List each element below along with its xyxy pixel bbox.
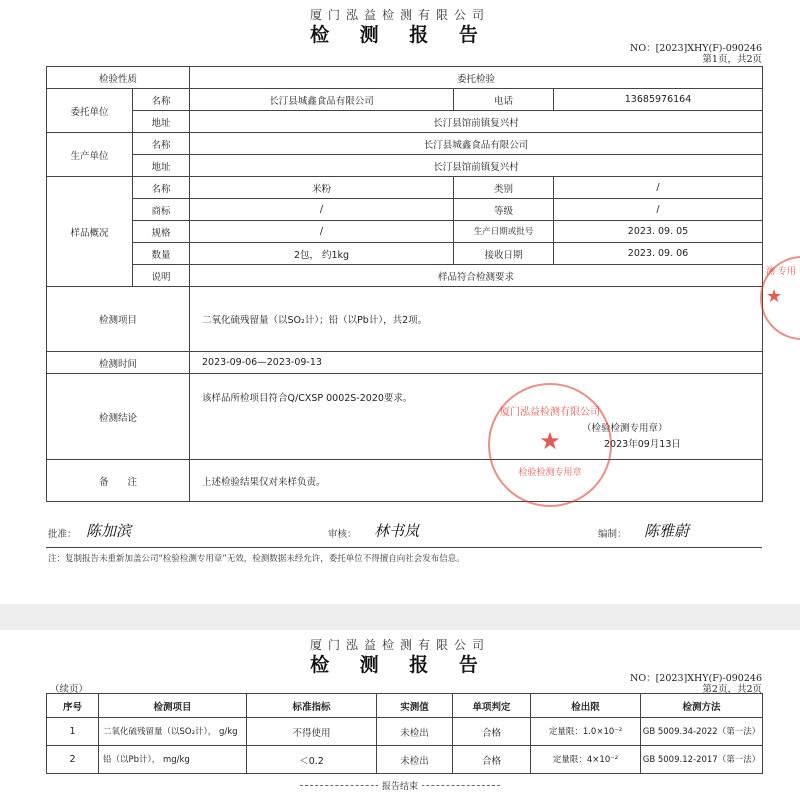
sample-recv: 2023. 09. 06	[554, 243, 763, 265]
client-addr-label: 地址	[133, 111, 190, 133]
sample-prod-date-label: 生产日期或批号	[454, 221, 554, 243]
sample-label: 样品概况	[47, 177, 133, 287]
approve-signature: 陈加滨	[86, 522, 132, 540]
client-phone: 13685976164	[554, 89, 763, 111]
header-std: 标准指标	[247, 694, 377, 718]
sample-trademark: /	[190, 199, 454, 221]
time-text: 2023-09-06—2023-09-13	[190, 352, 763, 374]
conclusion-cell	[190, 374, 763, 460]
producer-name-label: 名称	[133, 133, 190, 155]
sample-note: 样品符合检测要求	[190, 265, 763, 287]
report-number-p2: NO：[2023]XHY(F)-090246	[630, 673, 762, 684]
row-limit: 定量限：4×10⁻²	[531, 746, 641, 774]
inspection-type-label: 检验性质	[47, 67, 190, 89]
report-number: NO：[2023]XHY(F)-090246	[630, 43, 762, 54]
row-method: GB 5009.34-2022（第一法）	[641, 718, 763, 746]
company-name: 厦门泓益检测有限公司	[309, 8, 490, 22]
header-no: 序号	[47, 694, 99, 718]
page-info-p2: 第2页，共2页	[702, 684, 762, 695]
client-phone-label: 电话	[454, 89, 554, 111]
header-method: 检测方法	[641, 694, 763, 718]
client-name: 长汀县城鑫食品有限公司	[190, 89, 454, 111]
row-item: 铅（以Pb计）， mg/kg	[99, 746, 247, 774]
compile-signature: 陈雅蔚	[644, 522, 690, 540]
inspection-type: 委托检验	[190, 67, 763, 89]
review-signature: 林书岚	[374, 522, 420, 540]
report-end: 报告结束	[378, 782, 422, 792]
seal-date: 2023年09月13日	[604, 439, 681, 450]
remark-label: 备 注	[47, 460, 190, 502]
row-item: 二氧化硫残留量（以SO₂计）， g/kg	[99, 718, 247, 746]
items-text: 二氧化硫残留量（以SO₂计）；铅（以Pb计），共2项。	[190, 287, 763, 352]
client-addr: 长汀县馆前镇复兴村	[190, 111, 763, 133]
report-main-table	[46, 66, 763, 502]
table-row	[47, 746, 763, 774]
page-info: 第1页，共2页	[702, 54, 762, 65]
sample-trademark-label: 商标	[133, 199, 190, 221]
review-label: 审核：	[328, 529, 357, 540]
company-stamp	[488, 383, 612, 507]
sample-spec: /	[190, 221, 454, 243]
sample-name-label: 名称	[133, 177, 190, 199]
header-val: 实测值	[377, 694, 453, 718]
producer-addr-label: 地址	[133, 155, 190, 177]
producer-name: 长汀县城鑫食品有限公司	[190, 133, 763, 155]
producer-addr: 长汀县馆前镇复兴村	[190, 155, 763, 177]
producer-label: 生产单位	[47, 133, 133, 177]
row-no: 2	[47, 746, 99, 774]
row-limit: 定量限：1.0×10⁻²	[531, 718, 641, 746]
row-std: ＜0.2	[247, 746, 377, 774]
stamp-bottom-text: 检验检测专用章	[518, 468, 582, 478]
sample-category: /	[554, 177, 763, 199]
sample-name: 米粉	[190, 177, 454, 199]
page-separator	[0, 604, 800, 630]
row-val: 未检出	[377, 718, 453, 746]
time-label: 检测时间	[47, 352, 190, 374]
company-name-p2: 厦门泓益检测有限公司	[309, 638, 490, 652]
sample-grade-label: 等级	[454, 199, 554, 221]
row-judge: 合格	[453, 746, 531, 774]
compile-label: 编制：	[598, 529, 627, 540]
row-val: 未检出	[377, 746, 453, 774]
sample-prod-date: 2023. 09. 05	[554, 221, 763, 243]
remark-text: 上述检验结果仅对来样负责。	[190, 460, 763, 502]
approve-label: 批准：	[48, 529, 77, 540]
report-title: 检 测 报 告	[310, 24, 490, 46]
results-header-row	[47, 694, 763, 718]
row-std: 不得使用	[247, 718, 377, 746]
sample-spec-label: 规格	[133, 221, 190, 243]
sample-grade: /	[554, 199, 763, 221]
side-stamp-text: 测 专用	[766, 267, 796, 277]
sample-recv-label: 接收日期	[454, 243, 554, 265]
report-title-p2: 检 测 报 告	[310, 654, 490, 676]
results-table	[46, 693, 763, 774]
footnote: 注：复制报告未重新加盖公司“检验检测专用章”无效，检测数据未经允许，委托单位不得擅自向社会发布信息。	[48, 554, 465, 564]
items-label: 检测项目	[47, 287, 190, 352]
sample-qty-label: 数量	[133, 243, 190, 265]
sample-qty: 2包， 约1kg	[190, 243, 454, 265]
client-label: 委托单位	[47, 89, 133, 133]
seal-text: （检验检测专用章）	[582, 423, 668, 434]
sample-category-label: 类别	[454, 177, 554, 199]
conclusion-text: 该样品所检项目符合Q/CXSP 0002S-2020要求。	[202, 393, 413, 404]
header-item: 检测项目	[99, 694, 247, 718]
stamp-company-text: 厦门泓益检测有限公司	[500, 407, 600, 418]
side-stamp	[760, 256, 800, 340]
row-method: GB 5009.12-2017（第一法）	[641, 746, 763, 774]
row-judge: 合格	[453, 718, 531, 746]
sample-note-label: 说明	[133, 265, 190, 287]
side-stamp-star-icon: ★	[766, 286, 783, 307]
footnote-divider	[46, 547, 762, 548]
stamp-star-icon: ★	[539, 427, 561, 455]
client-name-label: 名称	[133, 89, 190, 111]
header-judge: 单项判定	[453, 694, 531, 718]
report-end-wrap	[0, 779, 800, 792]
header-limit: 检出限	[531, 694, 641, 718]
row-no: 1	[47, 718, 99, 746]
table-row	[47, 718, 763, 746]
conclusion-label: 检测结论	[47, 374, 190, 460]
continuation-label: （续页）	[50, 684, 89, 695]
